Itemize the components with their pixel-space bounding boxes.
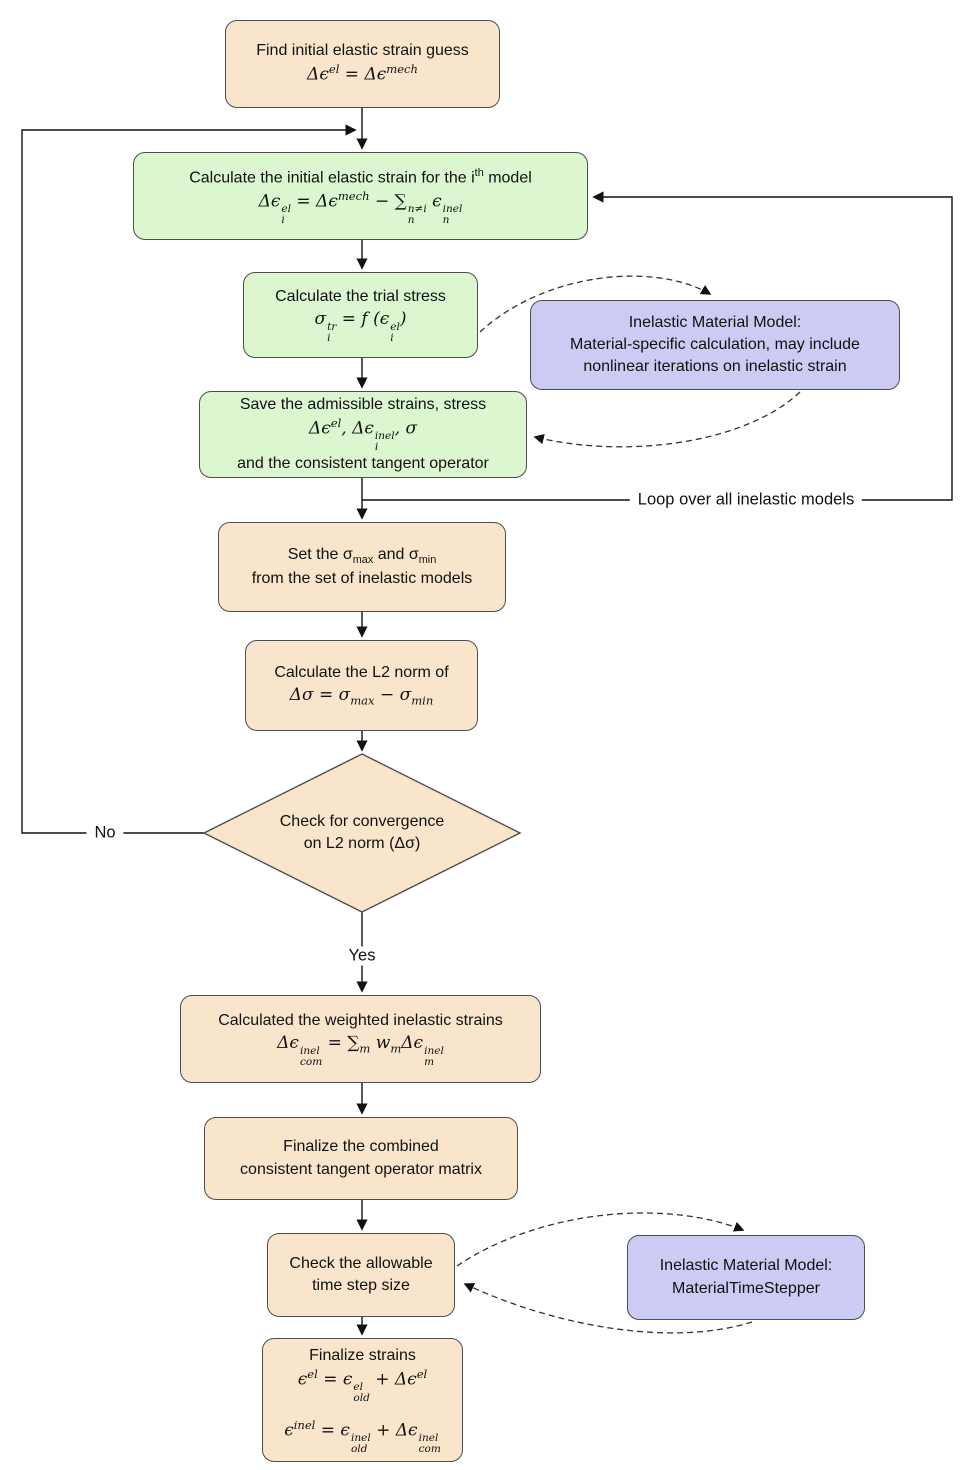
yes-label: Yes: [341, 947, 384, 966]
node-text: Check for convergence: [279, 812, 445, 830]
node-find-initial-strain: [225, 20, 500, 108]
node-formula: $\Delta\epsilon^{el} = \Delta\epsilon^{mech}$: [307, 62, 418, 86]
node-text: nonlinear iterations on inelastic strain: [583, 358, 847, 376]
node-formula: $\epsilon^{inel} = \epsilon$ inel old + Δϵ inel com: [284, 1417, 441, 1455]
node-text: and the consistent tangent operator: [237, 455, 489, 473]
node-l2-norm: [245, 640, 478, 731]
node-text: Find initial elastic strain guess: [256, 42, 469, 60]
node-text: Finalize strains: [309, 1347, 416, 1364]
node-finalize-tangent-operator: [204, 1117, 518, 1200]
node-text: time step size: [312, 1277, 410, 1294]
node-text: Inelastic Material Model:: [659, 1257, 833, 1275]
node-set-sigma-max-min: [218, 522, 506, 612]
node-material-time-stepper: [627, 1235, 865, 1320]
node-inelastic-material-model: [530, 300, 900, 390]
node-text: Finalize the combined: [283, 1138, 439, 1156]
node-calc-initial-strain: [133, 152, 588, 240]
node-text: Calculated the weighted inelastic strains: [218, 1012, 503, 1030]
node-formula: $\Delta\epsilon^{el}$, Δϵ inel i , σ: [308, 415, 418, 453]
node-formula: σ tr i = f (ϵ el i ): [314, 309, 407, 344]
node-trial-stress: [243, 272, 478, 358]
node-formula: $\epsilon^{el} = \epsilon$ el old + $\Delta\epsilon^{el}$: [297, 1367, 428, 1405]
node-text: Check the allowable: [289, 1254, 433, 1272]
node-convergence-check: [238, 793, 486, 873]
node-text: MaterialTimeStepper: [672, 1279, 820, 1297]
node-finalize-strains: [262, 1338, 463, 1462]
node-text: consistent tangent operator matrix: [240, 1160, 482, 1178]
node-formula: $\Delta\sigma = \sigma_{max} - \sigma_{min}$: [289, 684, 434, 708]
node-formula: Δϵ inel com = $\sum_m$ $w_m\Delta\epsilon$ inel m: [277, 1033, 444, 1068]
loop-label: Loop over all inelastic models: [630, 491, 862, 510]
node-time-step-check: [267, 1233, 455, 1317]
node-text: Set the $\sigma_{max}$ and $\sigma_{min}$: [287, 545, 437, 567]
node-weighted-inelastic-strains: [180, 995, 541, 1083]
node-text: Calculate the initial elastic strain for the $i^{th}$ model: [189, 166, 532, 187]
node-text: Calculate the trial stress: [275, 288, 446, 306]
no-label: No: [86, 824, 123, 843]
node-text: Save the admissible strains, stress: [239, 395, 487, 413]
node-text: Inelastic Material Model:: [628, 313, 802, 331]
dashed-model-to-save: [535, 392, 800, 447]
node-text: Calculate the L2 norm of: [274, 663, 449, 681]
node-text: on L2 norm (Δσ): [303, 835, 421, 852]
node-text: from the set of inelastic models: [251, 570, 473, 588]
node-save-admissible-strains: [199, 391, 527, 478]
node-text: Material-specific calculation, may include: [570, 335, 860, 353]
node-formula: Δϵ el i = $\Delta\epsilon^{mech}$ − ∑ n≠i n ϵ inel n: [258, 189, 463, 227]
